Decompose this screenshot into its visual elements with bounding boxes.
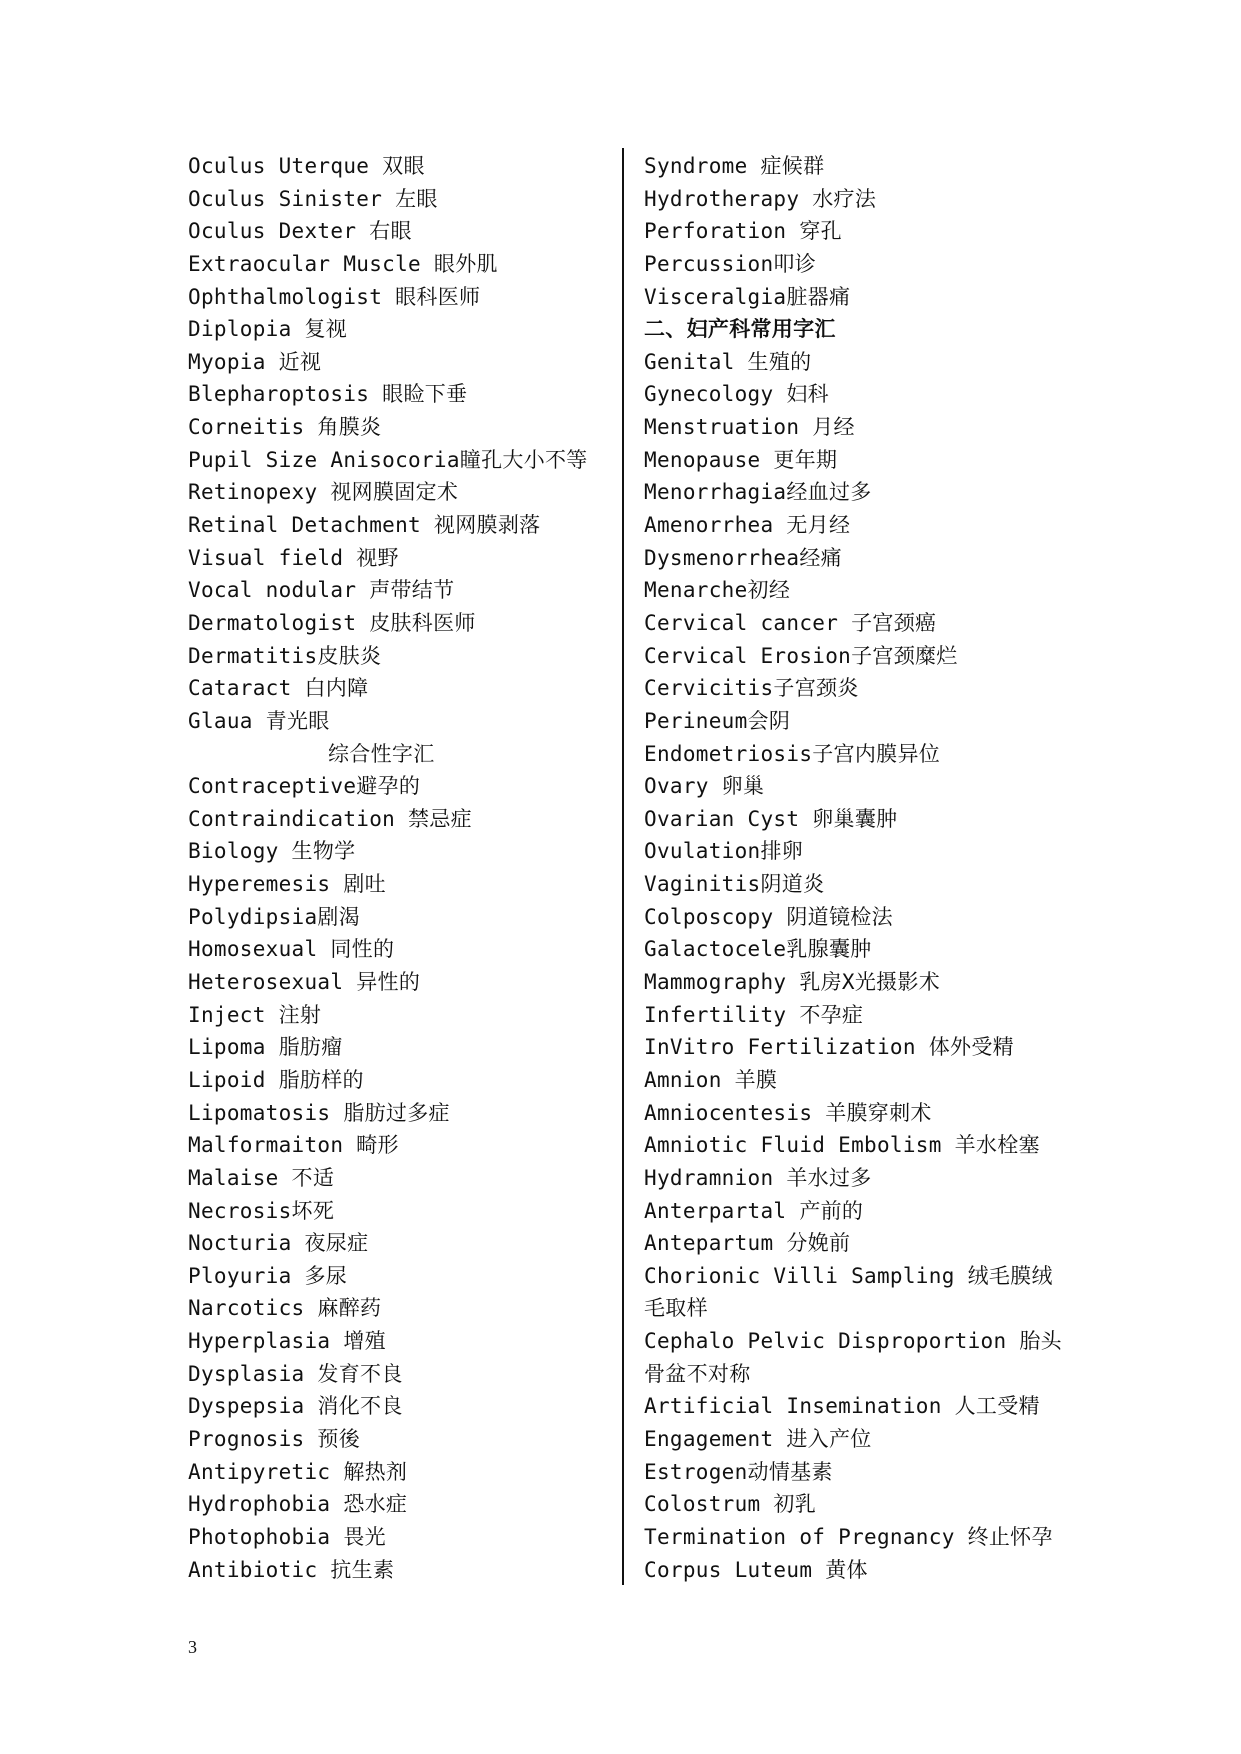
term-entry: Nocturia 夜尿症	[188, 1231, 369, 1256]
term-entry: Ophthalmologist 眼科医师	[188, 284, 481, 309]
term-entry: Malaise 不适	[188, 1165, 335, 1190]
term-entry: Hydramnion 羊水过多	[644, 1165, 872, 1190]
term-entry: Homosexual 同性的	[188, 937, 395, 962]
section-heading: 二、妇产科常用字汇	[644, 317, 836, 342]
term-entry: Myopia 近视	[188, 349, 322, 374]
term-entry: Menstruation 月经	[644, 415, 855, 440]
term-entry: Glaua 青光眼	[188, 708, 330, 733]
term-entry: Antepartum 分娩前	[644, 1231, 851, 1256]
term-entry: Hyperplasia 增殖	[188, 1329, 386, 1354]
term-entry: Heterosexual 异性的	[188, 970, 421, 995]
term-entry: Perforation 穿孔	[644, 219, 842, 244]
term-entry: Photophobia 畏光	[188, 1524, 386, 1549]
term-entry: Chorionic Villi Sampling 绒毛膜绒	[644, 1263, 1053, 1288]
right-term-column	[644, 150, 1074, 1586]
term-entry: Ovarian Cyst 卵巢囊肿	[644, 806, 898, 831]
term-entry: Amnion 羊膜	[644, 1067, 778, 1092]
term-entry: Pupil Size Anisocoria瞳孔大小不等	[188, 447, 588, 472]
term-entry: Dermatologist 皮肤科医师	[188, 610, 476, 635]
term-entry: Oculus Uterque 双眼	[188, 154, 425, 178]
term-entry: Visceralgia脏器痛	[644, 284, 851, 309]
term-entry: Infertility 不孕症	[644, 1002, 864, 1027]
term-entry: Lipoid 脂肪样的	[188, 1067, 364, 1092]
term-entry: Visual field 视野	[188, 545, 399, 570]
term-entry: Gynecology 妇科	[644, 382, 829, 407]
term-entry: Blepharoptosis 眼睑下垂	[188, 382, 468, 407]
term-entry: Colostrum 初乳	[644, 1492, 817, 1517]
term-entry: Corneitis 角膜炎	[188, 415, 382, 440]
term-entry: Menarche初经	[644, 578, 791, 603]
column-divider	[622, 148, 624, 1585]
term-entry: Vaginitis阴道炎	[644, 872, 825, 897]
term-entry: Cervicitis子宫颈炎	[644, 676, 859, 701]
term-entry: Antipyretic 解热剂	[188, 1459, 408, 1484]
term-entry: Termination of Pregnancy 终止怀孕	[644, 1524, 1053, 1549]
term-entry: Retinal Detachment 视网膜剥落	[188, 513, 541, 538]
term-entry: Percussion叩诊	[644, 251, 817, 276]
term-entry: Cervical Erosion子宫颈糜烂	[644, 643, 958, 668]
term-entry: Antibiotic 抗生素	[188, 1557, 395, 1582]
term-entry: Mammography 乳房X光摄影术	[644, 970, 941, 995]
term-entry-continuation: 骨盆不对称	[644, 1361, 751, 1386]
term-entry: Lipomatosis 脂肪过多症	[188, 1100, 450, 1125]
term-entry: Hydrotherapy 水疗法	[644, 186, 877, 211]
term-entry: Perineum会阴	[644, 708, 791, 733]
term-entry: Galactocele乳腺囊肿	[644, 937, 872, 962]
term-entry: Ployuria 多尿	[188, 1263, 348, 1288]
term-entry: Polydipsia剧渴	[188, 904, 361, 929]
term-entry: Artificial Insemination 人工受精	[644, 1394, 1040, 1419]
left-term-column	[188, 150, 616, 1586]
term-entry: Oculus Dexter 右眼	[188, 219, 412, 244]
term-entry: Lipoma 脂肪瘤	[188, 1035, 343, 1060]
section-subheading: 综合性字汇	[328, 741, 435, 766]
term-entry-continuation: 毛取样	[644, 1296, 708, 1321]
page-number: 3	[188, 1637, 197, 1657]
term-entry: Biology 生物学	[188, 839, 356, 864]
term-entry: Corpus Luteum 黄体	[644, 1557, 868, 1582]
term-entry: Colposcopy 阴道镜检法	[644, 904, 893, 929]
term-entry: Amenorrhea 无月经	[644, 513, 851, 538]
term-entry: Inject 注射	[188, 1002, 322, 1027]
term-entry: Dyspepsia 消化不良	[188, 1394, 403, 1419]
term-entry: Necrosis坏死	[188, 1198, 335, 1223]
term-entry: Menorrhagia经血过多	[644, 480, 872, 505]
term-entry: Prognosis 预後	[188, 1426, 361, 1451]
term-entry: Endometriosis子宫内膜异位	[644, 741, 941, 766]
term-entry: Narcotics 麻醉药	[188, 1296, 382, 1321]
term-entry: Vocal nodular 声带结节	[188, 578, 455, 603]
term-entry: Ovary 卵巢	[644, 774, 765, 799]
term-entry: Extraocular Muscle 眼外肌	[188, 251, 498, 276]
term-entry: Amniocentesis 羊膜穿刺术	[644, 1100, 932, 1125]
term-entry: Cataract 白内障	[188, 676, 369, 701]
term-entry: Cephalo Pelvic Disproportion 胎头	[644, 1329, 1062, 1354]
term-entry: Syndrome 症候群	[644, 154, 825, 178]
term-entry: Contraceptive避孕的	[188, 774, 421, 799]
term-entry: Contraindication 禁忌症	[188, 806, 472, 831]
term-entry: Cervical cancer 子宫颈癌	[644, 610, 937, 635]
term-entry: Menopause 更年期	[644, 447, 838, 472]
term-entry: Oculus Sinister 左眼	[188, 186, 438, 211]
term-entry: Diplopia 复视	[188, 317, 348, 342]
term-entry: Dermatitis皮肤炎	[188, 643, 382, 668]
term-entry: InVitro Fertilization 体外受精	[644, 1035, 1014, 1060]
term-entry: Genital 生殖的	[644, 349, 812, 374]
term-entry: Dysplasia 发育不良	[188, 1361, 403, 1386]
term-entry: Estrogen动情基素	[644, 1459, 833, 1484]
term-entry: Retinopexy 视网膜固定术	[188, 480, 459, 505]
term-entry: Malformaiton 畸形	[188, 1133, 399, 1158]
term-entry: Engagement 进入产位	[644, 1426, 872, 1451]
term-entry: Anterpartal 产前的	[644, 1198, 864, 1223]
term-entry: Ovulation排卵	[644, 839, 804, 864]
term-entry: Amniotic Fluid Embolism 羊水栓塞	[644, 1133, 1040, 1158]
term-entry: Hydrophobia 恐水症	[188, 1492, 408, 1517]
term-entry: Hyperemesis 剧吐	[188, 872, 386, 897]
term-entry: Dysmenorrhea经痛	[644, 545, 842, 570]
